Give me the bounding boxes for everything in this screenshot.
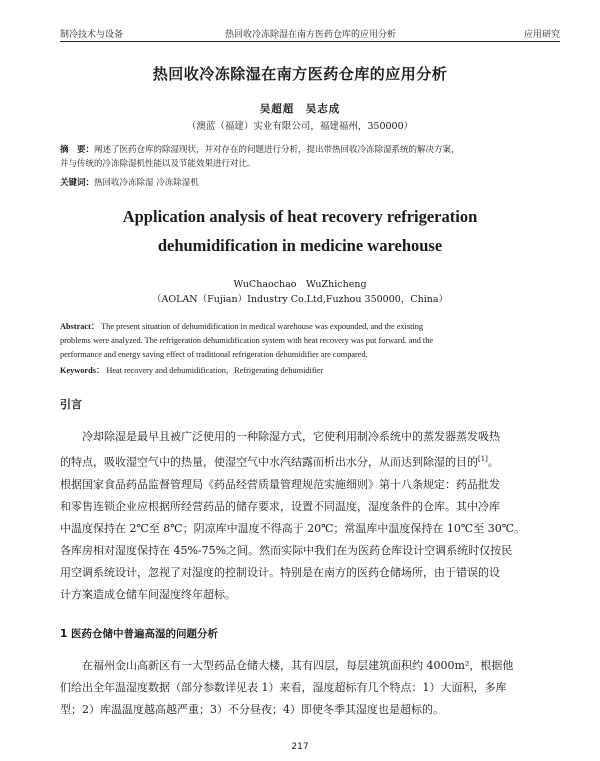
abstract-cn-line2: 并与传统的冷冻除湿机性能以及节能效果进行对比。 [60,159,256,169]
intro-line-5: 中温度保持在 2℃至 8℃；阴凉库中温度不得高于 20℃；常温库中温度保持在 10℃至 30℃。 [60,521,525,535]
abstract-cn-label: 摘 要： [60,145,95,155]
keywords-en [60,364,560,376]
abstract-en [60,320,543,362]
abstract-en-line3: performance and energy saving effect of traditional refrigeration dehumidifier are compared. [60,350,368,359]
intro-line-6: 各库房相对湿度保持在 45%-75%之间。然而实际中我们在为医药仓库设计空调系统时仅按民 [60,543,513,557]
abstract-en-line2: problems were analyzed. The refrigeration dehumidification system with heat recovery was put forward. and the [60,336,434,345]
paper-title-en-line1: Application analysis of heat recovery refrigeration [122,207,478,226]
keywords-en-text: Heat recovery and dehumidification，Refrigerating dehumidifier [106,366,324,375]
intro-paragraph [60,426,550,606]
citation-ref: [1] [478,455,488,463]
intro-line-2 [60,448,550,474]
paper-title-cn: 热回收冷冻除湿在南方医药仓库的应用分析 [152,65,448,83]
section-1-paragraph [60,655,550,721]
abstract-en-line1: The present situation of dehumidification in medical warehouse was expounded, and the existing [101,322,423,331]
running-header-title: 热回收冷冻除湿在南方医药仓库的应用分析 [225,30,397,40]
paper-title-en-line2: dehumidification in medicine warehouse [157,236,443,255]
running-header-column: 应用研究 [523,30,560,40]
abstract-en-label: Abstract： [60,322,100,331]
paper-title-en [0,202,600,260]
affiliation-cn: （澳蓝（福建）实业有限公司，福建福州，350000） [186,121,414,132]
intro-line-4: 和零售连锁企业应根据所经营药品的储存要求，设置不同温度，湿度条件的仓库。其中冷库 [60,499,500,513]
abstract-cn-line1: 阐述了医药仓库的除湿现状，并对存在的问题进行分析，提出带热回收冷冻除湿系统的解决方案， [94,145,460,155]
affiliation-en: （AOLAN（Fujian）Industry Co.Ltd,Fuzhou 350000，China） [151,294,449,305]
abstract-cn [60,143,560,171]
intro-line-8: 计方案造成仓储车间湿度终年超标。 [60,587,236,601]
running-header-journal: 制冷技术与设备 [60,30,124,40]
keywords-cn-label: 关键词： [60,178,95,188]
authors-en: WuChaochao WuZhicheng [233,279,367,290]
section-1-line-1: 在福州金山高新区有一大型药品仓储大楼，其有四层，每层建筑面积约 4000m²，根据他 [82,659,514,672]
intro-line-7: 用空调系统设计，忽视了对湿度的控制设计。特别是在南方的医药仓储场所，由于错误的设 [60,565,500,579]
section-heading-1: 1 医药仓储中普遍高湿的问题分析 [60,628,218,640]
keywords-cn-text: 热回收冷冻除湿 冷冻除湿机 [94,178,199,188]
header-rule [60,41,560,42]
intro-line-1: 冷却除湿是最早且被广泛使用的一种除湿方式，它使利用制冷系统中的蒸发器蒸发吸热 [82,430,500,443]
section-1-line-2: 们给出全年温湿度数据（部分参数详见表 1）来看，湿度超标有几个特点：1）大面积，多库 [60,681,507,694]
keywords-en-label: Keywords： [60,366,105,375]
running-header [60,27,560,41]
intro-line-2-text: 的特点，吸收湿空气中的热量，使湿空气中水汽结露而析出水分，从而达到除湿的目的 [60,455,478,469]
intro-line-2-tail: 。 [487,455,499,469]
section-1-line-3: 型；2）库温温度越高越严重；3）不分昼夜；4）即使冬季其湿度也是超标的。 [60,703,444,716]
authors-cn: 吴超超 吴志成 [259,103,341,115]
page-number: 217 [291,742,309,752]
keywords-cn [60,176,560,188]
section-heading-intro: 引言 [60,398,82,411]
intro-line-3: 根据国家食品药品监督管理局《药品经营质量管理规范实施细则》第十八条规定：药品批发 [60,477,500,491]
